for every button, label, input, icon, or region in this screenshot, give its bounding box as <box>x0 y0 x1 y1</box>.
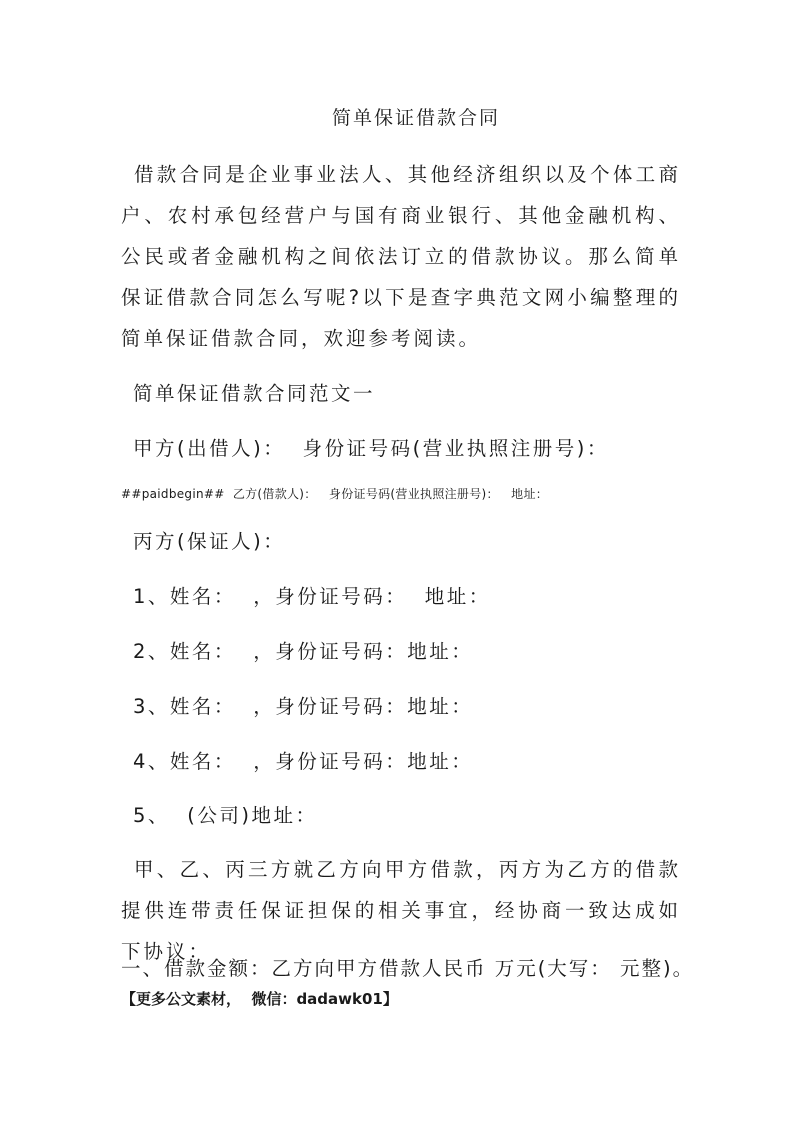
party-c-line: 丙方(保证人)： <box>133 530 286 553</box>
guarantor-line-3: 3、姓名： ，身份证号码：地址： <box>133 695 474 718</box>
party-a-line: 甲方(出借人)： 身份证号码(营业执照注册号)： <box>133 437 609 460</box>
clause-1-line: 一、借款金额：乙方向甲方借款人民币 万元(大写： 元整)。 <box>121 957 695 980</box>
document-title: 简单保证借款合同 <box>331 107 500 129</box>
agreement-paragraph: 甲、乙、丙三方就乙方向甲方借款，丙方为乙方的借款提供连带责任保证担保的相关事宜，经协商一致达成如下协议： <box>121 858 681 963</box>
party-b-line: ##paidbegin## 乙方(借款人)： 身份证号码(营业执照注册号)： 地址： <box>121 487 549 501</box>
intro-paragraph: 借款合同是企业事业法人、其他经济组织以及个体工商户、农村承包经营户与国有商业银行、其他金融机构、公民或者金融机构之间依法订立的借款协议。那么简单保证借款合同怎么写呢?以下是查字典范文网小编整理的简单保证借款合同，欢迎参考阅读。 <box>121 163 681 350</box>
guarantor-line-2: 2、姓名： ，身份证号码：地址： <box>133 640 474 663</box>
section-heading: 简单保证借款合同范文一 <box>133 382 376 405</box>
guarantor-line-4: 4、姓名： ，身份证号码：地址： <box>133 750 474 773</box>
guarantor-line-1: 1、姓名： ，身份证号码： 地址： <box>133 585 491 608</box>
footer-note: 【更多公文素材， 微信：dadawk01】 <box>121 990 398 1008</box>
guarantor-line-5: 5、 (公司)地址： <box>133 804 318 827</box>
